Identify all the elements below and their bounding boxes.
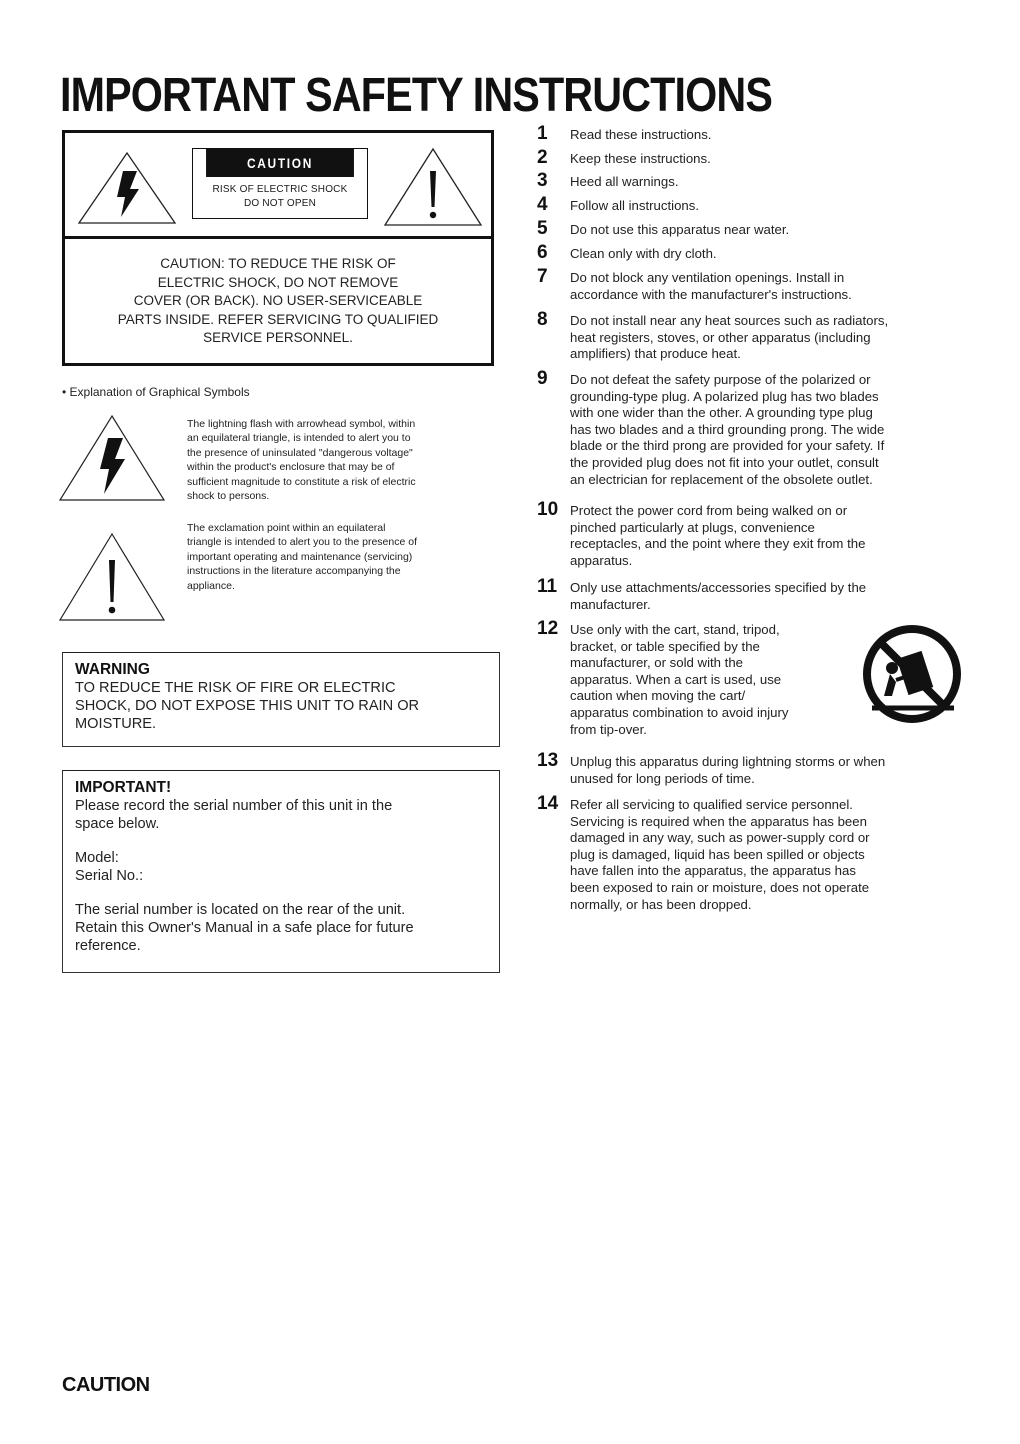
instruction-number: 11 (537, 576, 558, 597)
instruction-line: Read these instructions. (570, 127, 712, 142)
instruction-number: 12 (537, 618, 559, 639)
instruction-line: Clean only with dry cloth. (570, 246, 717, 261)
instruction-line: accordance with the manufacturer's instructions. (570, 286, 852, 302)
instruction-line: Heed all warnings. (570, 174, 679, 189)
instruction-text (570, 372, 980, 488)
instruction-line: has two blades and a third grounding prong. The wide (570, 421, 885, 437)
important-line: Retain this Owner's Manual in a safe place for future (75, 920, 414, 936)
warning-box (62, 652, 500, 747)
instruction-line: grounding-type plug. A polarized plug has two blades (570, 388, 879, 404)
instruction-line: Follow all instructions. (570, 198, 699, 213)
explanation-line: appliance. (187, 579, 235, 592)
cart-tip-over-icon (862, 624, 962, 724)
explanation-line: the presence of uninsulated "dangerous voltage" (187, 446, 413, 459)
instruction-number: 7 (537, 266, 548, 287)
exclamation-explanation (187, 521, 417, 593)
instruction-line: pinched particularly at plugs, convenience (570, 519, 815, 535)
explanation-line: within the product's enclosure that may be of (187, 461, 395, 474)
instruction-number: 14 (537, 793, 559, 814)
explanation-line: important operating and maintenance (servicing) (187, 550, 413, 563)
caution-text-line: SERVICE PERSONNEL. (203, 330, 353, 345)
instruction-line: Protect the power cord from being walked on or (570, 503, 848, 518)
caution-text (65, 255, 491, 348)
instruction-line: with one wider than the other. A grounding type plug (570, 405, 873, 421)
instruction-line: Do not defeat the safety purpose of the polarized or (570, 372, 871, 387)
footer-caution: CAUTION (62, 1374, 150, 1396)
instruction-line: normally, or has been dropped. (570, 896, 752, 912)
caution-text-line: CAUTION: TO REDUCE THE RISK OF (160, 256, 396, 271)
instruction-text (570, 222, 980, 239)
lightning-triangle-icon (77, 151, 177, 225)
explanation-line: shock to persons. (187, 490, 270, 503)
instruction-line: heat registers, stoves, or other apparatus (including (570, 329, 871, 345)
warning-line: TO REDUCE THE RISK OF FIRE OR ELECTRIC (75, 680, 396, 696)
explanation-line: The lightning flash with arrowhead symbol, within (187, 418, 416, 430)
caution-box (62, 130, 494, 366)
instruction-text (570, 270, 980, 303)
explanation-line: sufficient magnitude to constitute a risk of electric (187, 475, 416, 488)
instruction-number: 6 (537, 242, 548, 263)
instruction-line: manufacturer. (570, 596, 651, 612)
instruction-line: Servicing is required when the apparatus has been (570, 813, 867, 829)
exclamation-triangle-icon (383, 147, 483, 227)
instruction-line: been exposed to rain or moisture, does not operate (570, 879, 870, 895)
instruction-line: Only use attachments/accessories specified by the (570, 580, 867, 595)
instruction-line: plug is damaged, liquid has been spilled or objects (570, 846, 865, 862)
caution-text-line: COVER (OR BACK). NO USER-SERVICEABLE (133, 293, 423, 308)
important-line: space below. (75, 816, 160, 832)
explanation-line: an equilateral triangle, is intended to alert you to (187, 432, 411, 445)
instruction-number: 2 (537, 147, 548, 168)
explanation-line: triangle is intended to alert you to the presence of (187, 536, 417, 549)
warning-line: MOISTURE. (75, 716, 157, 732)
instruction-text (570, 127, 980, 144)
warning-line: SHOCK, DO NOT EXPOSE THIS UNIT TO RAIN OR (75, 698, 420, 714)
instruction-line: from tip-over. (570, 721, 647, 737)
model-label: Model: (75, 850, 119, 866)
explanation-line: instructions in the literature accompanying the (187, 565, 401, 578)
instruction-text (570, 580, 980, 613)
instruction-number: 3 (537, 170, 548, 191)
instruction-line: an electrician for replacement of the obsolete outlet. (570, 471, 873, 487)
instruction-number: 1 (537, 123, 548, 144)
instruction-line: amplifiers) that produce heat. (570, 346, 741, 362)
instruction-text (570, 246, 980, 263)
important-line: Please record the serial number of this unit in the (75, 798, 393, 814)
instruction-number: 13 (537, 750, 559, 771)
caution-label (192, 148, 368, 219)
lightning-triangle-icon (58, 414, 166, 502)
instruction-text (570, 797, 980, 913)
caution-symbols-row (65, 133, 491, 239)
instruction-line: Do not install near any heat sources such as radiators, (570, 313, 889, 328)
instruction-line: Keep these instructions. (570, 151, 711, 166)
caution-label-line1: RISK OF ELECTRIC SHOCK (212, 184, 348, 195)
explanation-title: • Explanation of Graphical Symbols (62, 385, 250, 399)
important-line: reference. (75, 938, 141, 954)
important-box (62, 770, 500, 973)
caution-label-heading: CAUTION (206, 149, 354, 177)
instruction-text (570, 503, 980, 569)
instruction-text (570, 151, 980, 168)
instruction-line: Do not block any ventilation openings. Install in (570, 270, 845, 285)
explanation-line: The exclamation point within an equilateral (187, 522, 386, 534)
instruction-line: apparatus. (570, 552, 633, 568)
important-heading: IMPORTANT! (75, 779, 172, 796)
instruction-line: damaged in any way, such as power-supply cord or (570, 830, 870, 846)
instruction-number: 8 (537, 309, 548, 330)
instruction-line: Do not use this apparatus near water. (570, 222, 790, 237)
instruction-line: bracket, or table specified by the (570, 638, 760, 654)
important-line: The serial number is located on the rear of the unit. (75, 902, 406, 918)
instruction-line: caution when moving the cart/ (570, 688, 746, 704)
instruction-line: Use only with the cart, stand, tripod, (570, 622, 780, 637)
instruction-line: blade or the third prong are provided for your safety. If (570, 438, 885, 454)
instruction-text (570, 198, 980, 215)
instruction-number: 4 (537, 194, 548, 215)
instruction-line: Unplug this apparatus during lightning storms or when (570, 754, 886, 769)
instruction-line: manufacturer, or sold with the (570, 655, 743, 671)
page-title: IMPORTANT SAFETY INSTRUCTIONS (60, 69, 772, 122)
instruction-line: Refer all servicing to qualified service personnel. (570, 797, 853, 812)
instruction-number: 10 (537, 499, 559, 520)
instruction-text (570, 754, 980, 787)
instruction-line: apparatus. When a cart is used, use (570, 671, 782, 687)
instruction-line: the provided plug does not fit into your outlet, consult (570, 454, 879, 470)
instruction-line: apparatus combination to avoid injury (570, 704, 789, 720)
caution-label-line2: DO NOT OPEN (243, 198, 317, 209)
instruction-line: have fallen into the apparatus, the apparatus has (570, 863, 856, 879)
lightning-explanation (187, 417, 416, 503)
exclamation-triangle-icon (58, 532, 166, 622)
caution-text-line: PARTS INSIDE. REFER SERVICING TO QUALIFIED (117, 311, 439, 327)
instruction-text (570, 174, 980, 191)
caution-text-line: ELECTRIC SHOCK, DO NOT REMOVE (157, 274, 399, 290)
warning-heading: WARNING (75, 661, 150, 678)
instruction-number: 5 (537, 218, 548, 239)
instruction-number: 9 (537, 368, 548, 389)
instruction-line: receptacles, and the point where they exit from the (570, 536, 866, 552)
instruction-text (570, 313, 980, 363)
instruction-line: unused for long periods of time. (570, 770, 755, 786)
serial-number-label: Serial No.: (75, 868, 144, 884)
